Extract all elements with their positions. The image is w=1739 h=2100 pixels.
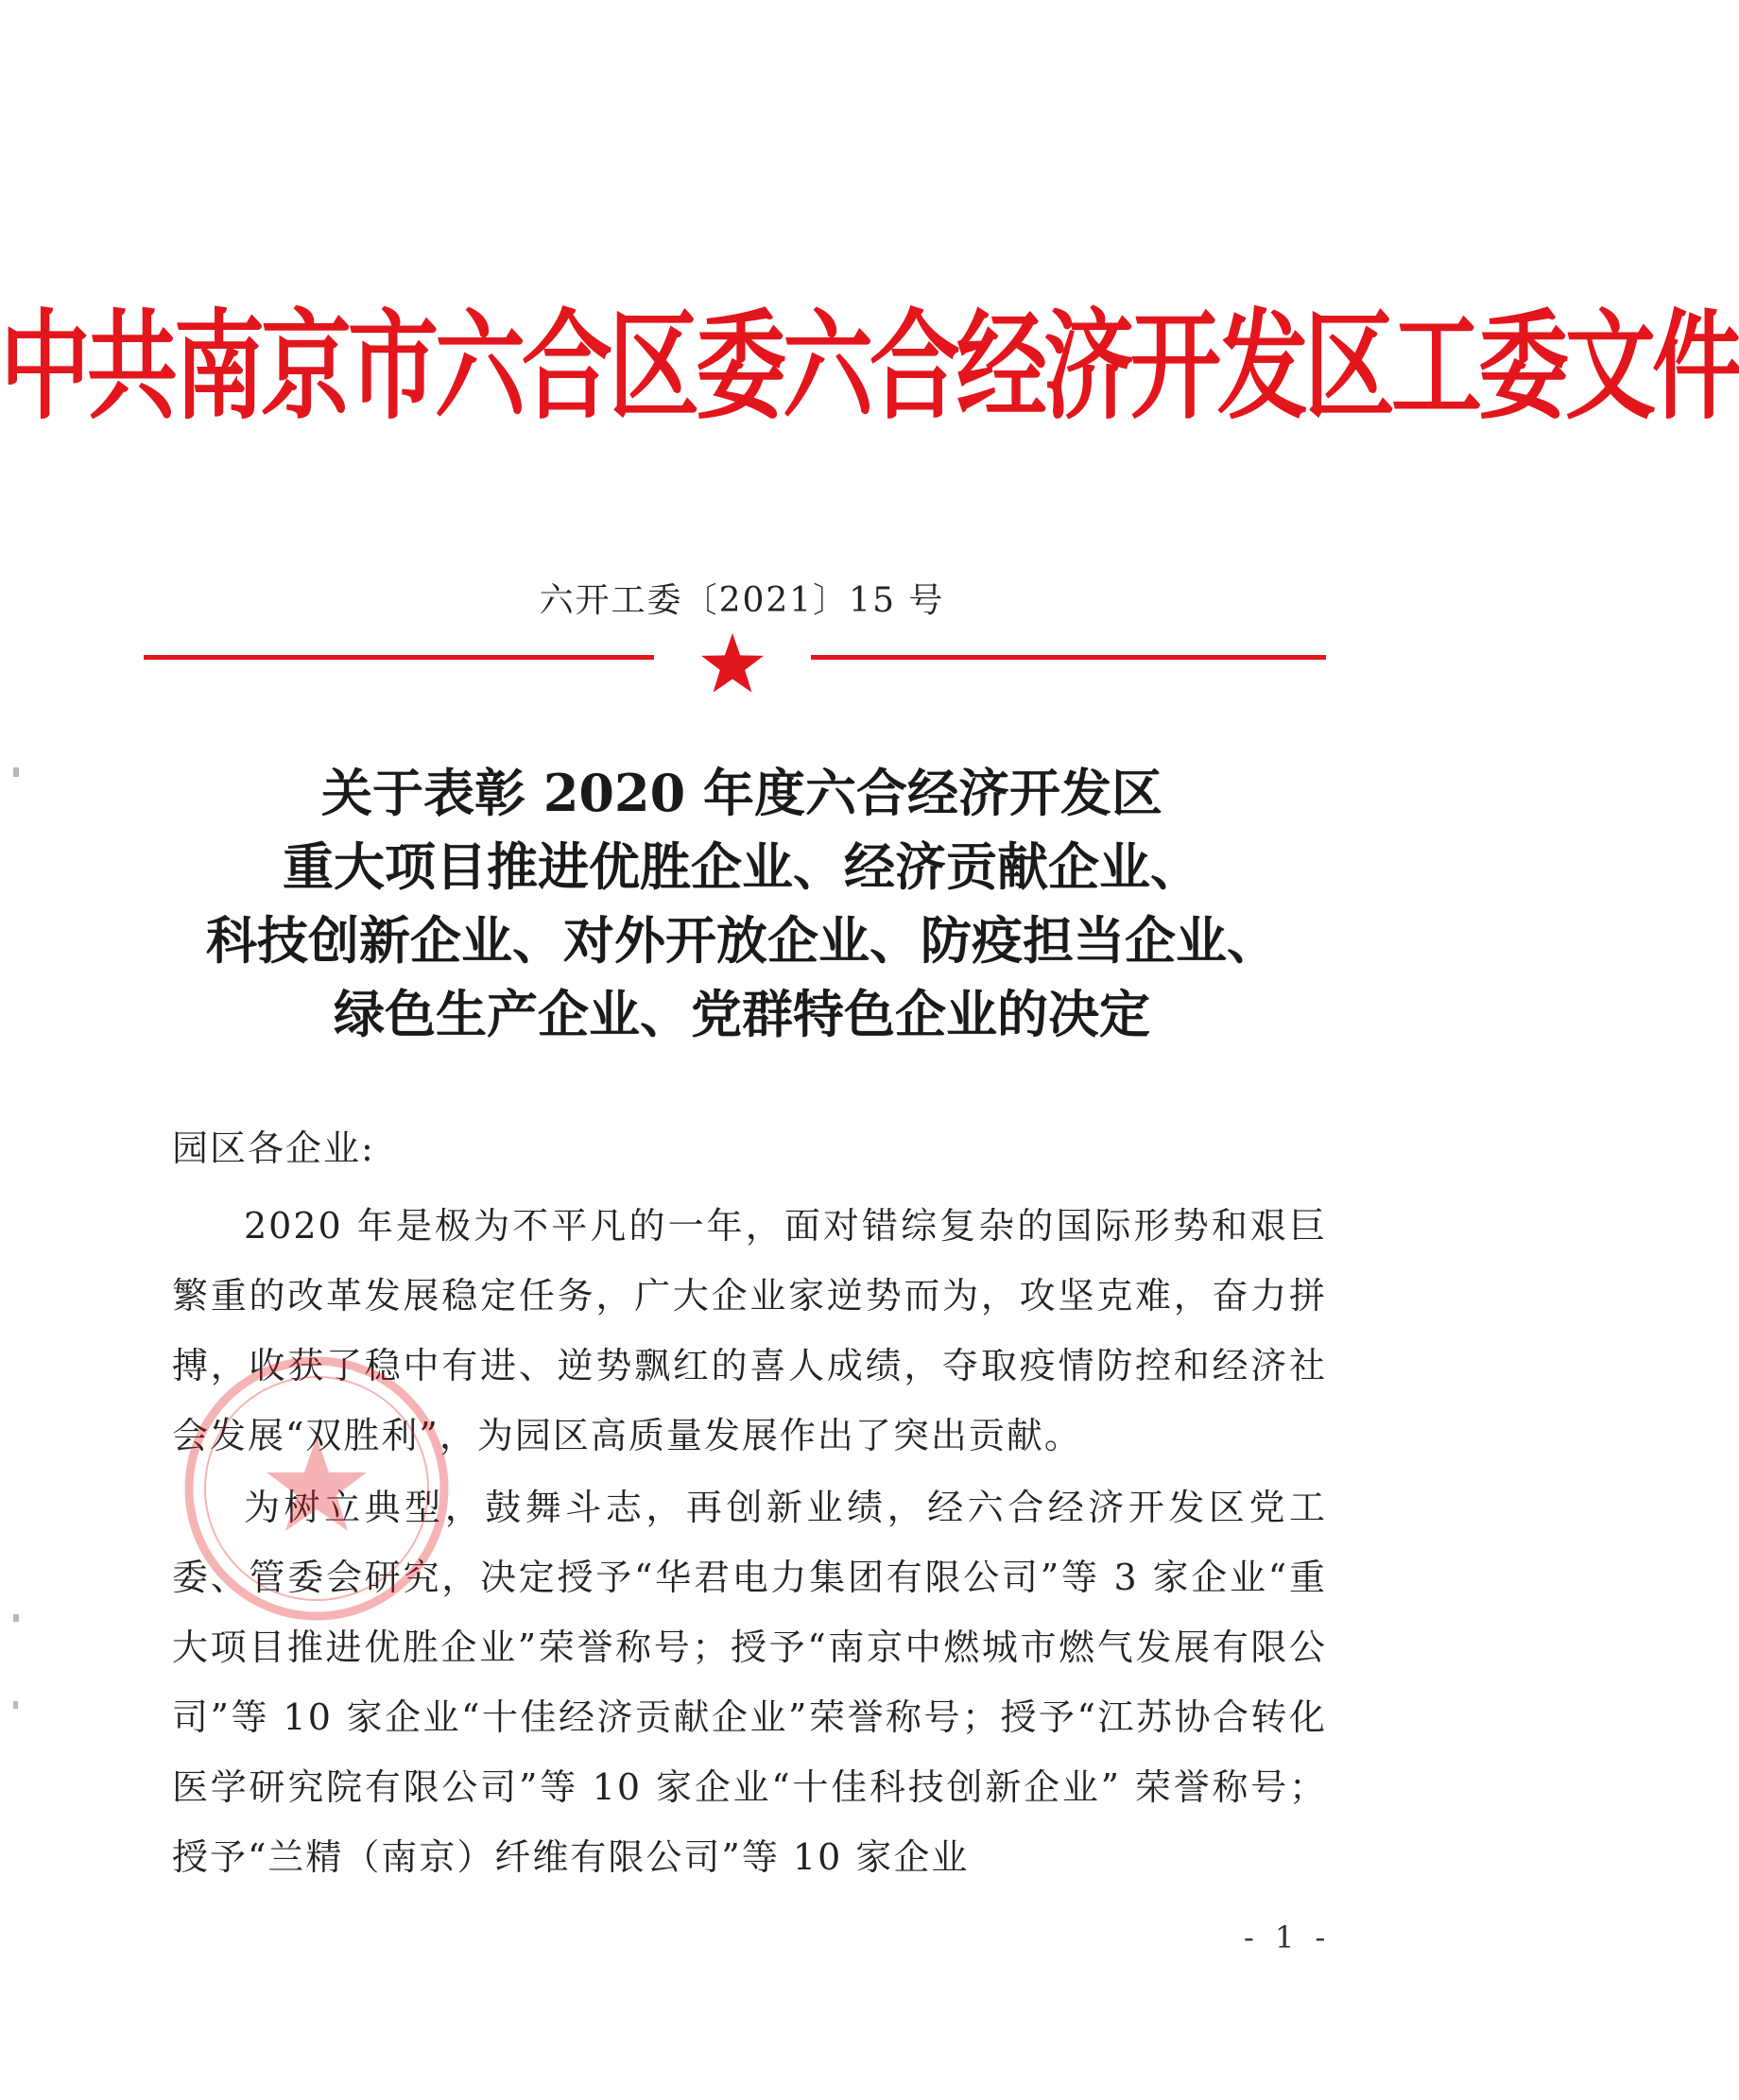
title-line-4: 绿色生产企业、党群特色企业的决定 [334,984,1150,1044]
scan-speck [13,767,19,777]
scan-speck [13,1614,19,1622]
document-number: 六开工委〔2021〕15 号 [539,581,945,620]
header-divider-right [811,655,1326,660]
title-line-3: 科技创新企业、对外开放企业、防疫担当企业、 [206,910,1278,971]
document-title [0,756,1484,1051]
title-line-1: 关于表彰 2020 年度六合经济开发区 [321,763,1162,823]
star-icon [699,631,766,694]
salutation: 园区各企业: [172,1127,375,1169]
header-divider-left [144,655,654,660]
page-number: - 1 - [1244,1919,1332,1955]
scan-speck [13,1701,18,1709]
body-paragraph-1: 2020 年是极为不平凡的一年，面对错综复杂的国际形势和艰巨繁重的改革发展稳定任务，广大企业家逆势而为，攻坚克难，奋力拼搏，收获了稳中有进、逆势飘红的喜人成绩，夺取疫情防控和经济社会发展“双胜利”，为园区高质量发展作出了突出贡献。 [172,1205,1327,1456]
body-paragraph-2: 为树立典型，鼓舞斗志，再创新业绩，经六合经济开发区党工委、管委会研究，决定授予“华君电力集团有限公司”等 3 家企业“重大项目推进优胜企业”荣誉称号；授予“南京中燃城市燃气发展有限公司”等 10 家企业“十佳经济贡献企业”荣誉称号；授予“江苏协合转化医学研究院有限公司”等 10 家企业“十佳科技创新企业” 荣誉称号；授予“兰精（南京）纤维有限公司”等 10 家企业 [172,1487,1327,1878]
title-line-2: 重大项目推进优胜企业、经济贡献企业、 [283,836,1201,897]
issuer-header: 中共南京市六合区委六合经济开发区工委文件 [0,298,1739,436]
official-seal-icon [180,1351,454,1626]
